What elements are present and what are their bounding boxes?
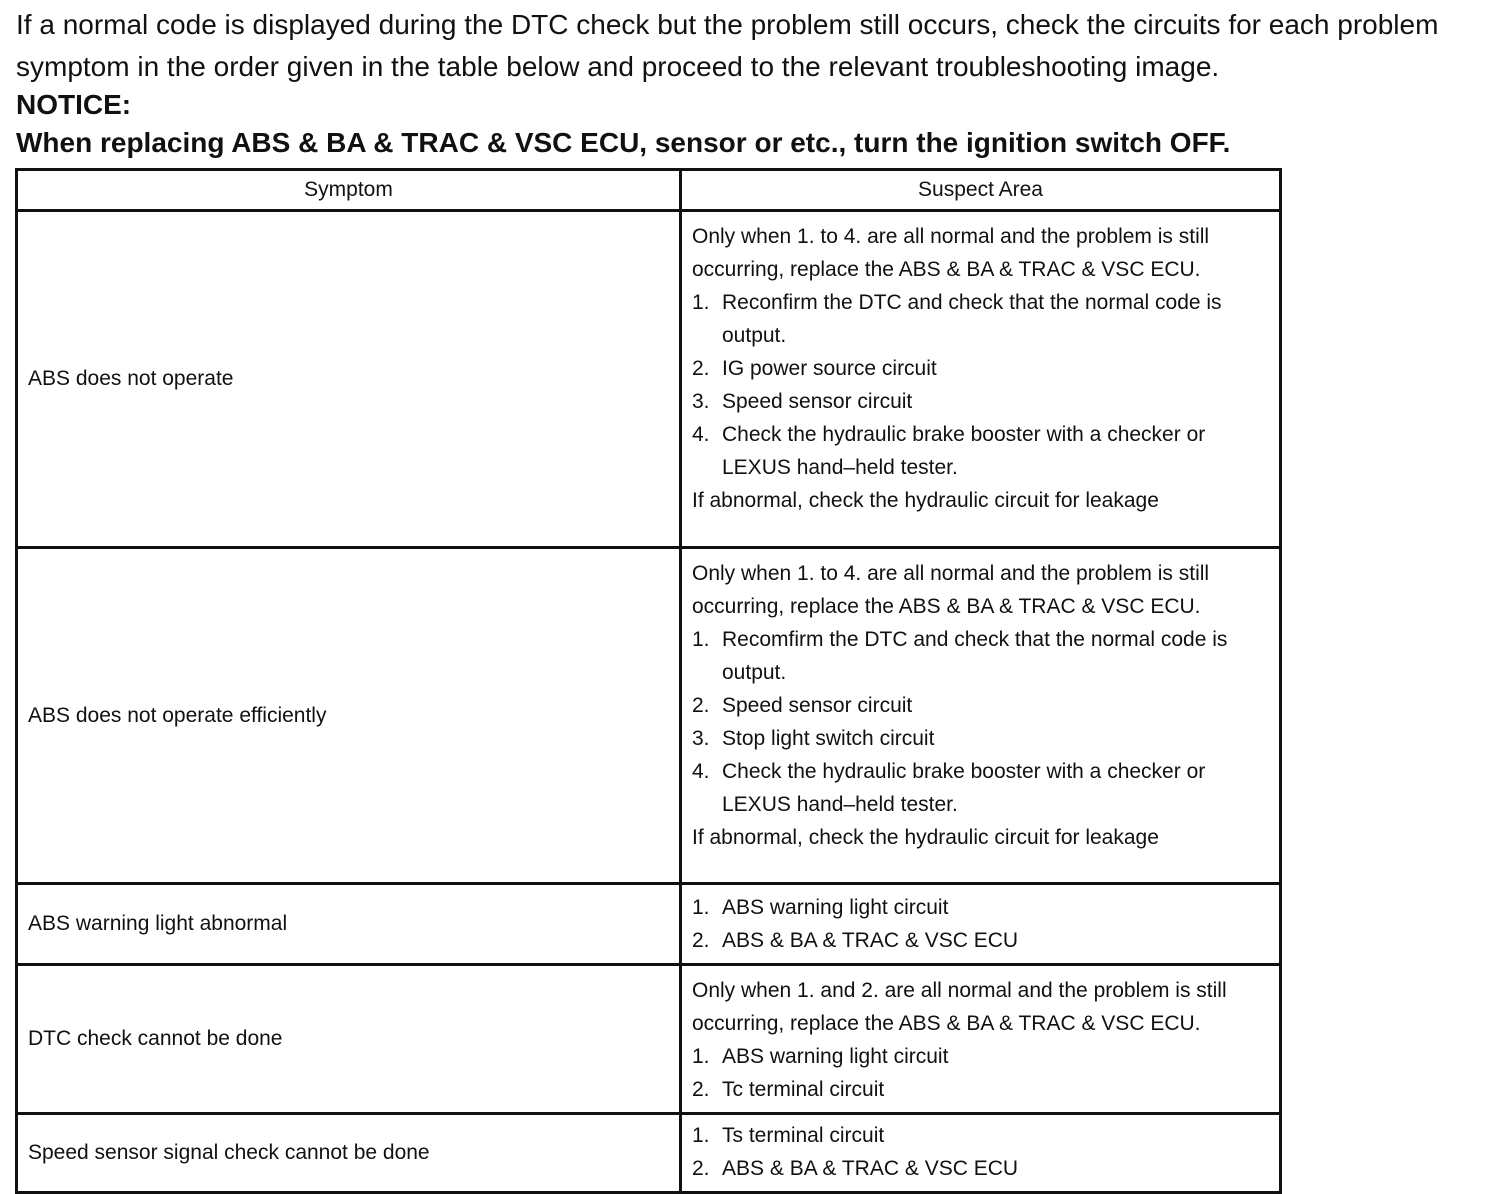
suspect-area-cell — [681, 965, 1281, 1114]
symptom-cell: DTC check cannot be done — [17, 965, 681, 1114]
step-number: 2. — [692, 694, 710, 717]
step-number: 2. — [692, 929, 710, 952]
post-note: If abnormal, check the hydraulic circuit for leakage — [692, 489, 1159, 512]
pre-note: Only when 1. to 4. are all normal and the problem is still occurring, replace the ABS & BA & TRAC & VSC ECU. — [692, 562, 1210, 618]
step-text: Tc terminal circuit — [722, 1078, 885, 1101]
step-text: ABS warning light circuit — [722, 1045, 949, 1068]
list-item — [692, 623, 1269, 689]
step-number: 1. — [692, 628, 710, 651]
symptom-cell: ABS does not operate — [17, 211, 681, 548]
list-item — [692, 1119, 1269, 1152]
step-number: 3. — [692, 390, 710, 413]
step-text: Ts terminal circuit — [722, 1124, 885, 1147]
step-number: 1. — [692, 1045, 710, 1068]
step-text: IG power source circuit — [722, 357, 937, 380]
step-number: 1. — [692, 1124, 710, 1147]
step-number: 4. — [692, 423, 710, 446]
suspect-area-cell — [681, 211, 1281, 548]
step-list — [692, 623, 1269, 821]
table-row — [17, 884, 1281, 965]
step-number: 1. — [692, 896, 710, 919]
suspect-area-cell — [681, 548, 1281, 884]
suspect-area-cell — [681, 1114, 1281, 1193]
step-list — [692, 1040, 1269, 1106]
table-row — [17, 965, 1281, 1114]
post-note: If abnormal, check the hydraulic circuit for leakage — [692, 826, 1159, 849]
notice-text: When replacing ABS & BA & TRAC & VSC ECU, sensor or etc., turn the ignition switch OFF. — [16, 127, 1231, 158]
list-item — [692, 418, 1269, 484]
list-item — [692, 286, 1269, 352]
list-item — [692, 689, 1269, 722]
step-text: Stop light switch circuit — [722, 727, 935, 750]
list-item — [692, 924, 1269, 957]
step-list — [692, 286, 1269, 484]
step-text: Check the hydraulic brake booster with a checker or LEXUS hand–held tester. — [722, 423, 1206, 479]
step-text: ABS & BA & TRAC & VSC ECU — [722, 929, 1019, 952]
table-row — [17, 548, 1281, 884]
table-row — [17, 1114, 1281, 1193]
symptom-column-header: Symptom — [17, 170, 681, 211]
list-item — [692, 722, 1269, 755]
step-number: 4. — [692, 760, 710, 783]
list-item — [692, 755, 1269, 821]
symptom-table — [15, 168, 1282, 1194]
step-list — [692, 891, 1269, 957]
symptom-cell: ABS warning light abnormal — [17, 884, 681, 965]
step-number: 2. — [692, 357, 710, 380]
step-text: Check the hydraulic brake booster with a checker or LEXUS hand–held tester. — [722, 760, 1206, 816]
step-number: 2. — [692, 1157, 710, 1180]
list-item — [692, 385, 1269, 418]
step-text: Recomfirm the DTC and check that the normal code is output. — [722, 628, 1228, 684]
list-item — [692, 352, 1269, 385]
step-text: ABS & BA & TRAC & VSC ECU — [722, 1157, 1019, 1180]
step-number: 2. — [692, 1078, 710, 1101]
list-item — [692, 1040, 1269, 1073]
suspect-area-cell — [681, 884, 1281, 965]
list-item — [692, 891, 1269, 924]
step-text: Speed sensor circuit — [722, 390, 913, 413]
step-text: ABS warning light circuit — [722, 896, 949, 919]
symptom-cell: Speed sensor signal check cannot be done — [17, 1114, 681, 1193]
step-text: Reconfirm the DTC and check that the normal code is output. — [722, 291, 1222, 347]
step-number: 1. — [692, 291, 710, 314]
pre-note: Only when 1. and 2. are all normal and the problem is still occurring, replace the ABS & BA & TRAC & VSC ECU. — [692, 979, 1227, 1035]
pre-note: Only when 1. to 4. are all normal and the problem is still occurring, replace the ABS & BA & TRAC & VSC ECU. — [692, 225, 1210, 281]
step-list — [692, 1119, 1269, 1185]
table-row — [17, 211, 1281, 548]
intro-paragraph: If a normal code is displayed during the DTC check but the problem still occurs, check the circuits for each problem symptom in the order given in the table below and proceed to the relevant troubleshooting image. — [16, 9, 1439, 82]
list-item — [692, 1073, 1269, 1106]
step-number: 3. — [692, 727, 710, 750]
suspect-area-column-header: Suspect Area — [681, 170, 1281, 211]
step-text: Speed sensor circuit — [722, 694, 913, 717]
symptom-cell: ABS does not operate efficiently — [17, 548, 681, 884]
table-header-row — [17, 170, 1281, 211]
list-item — [692, 1152, 1269, 1185]
notice-title: NOTICE: — [16, 89, 132, 120]
